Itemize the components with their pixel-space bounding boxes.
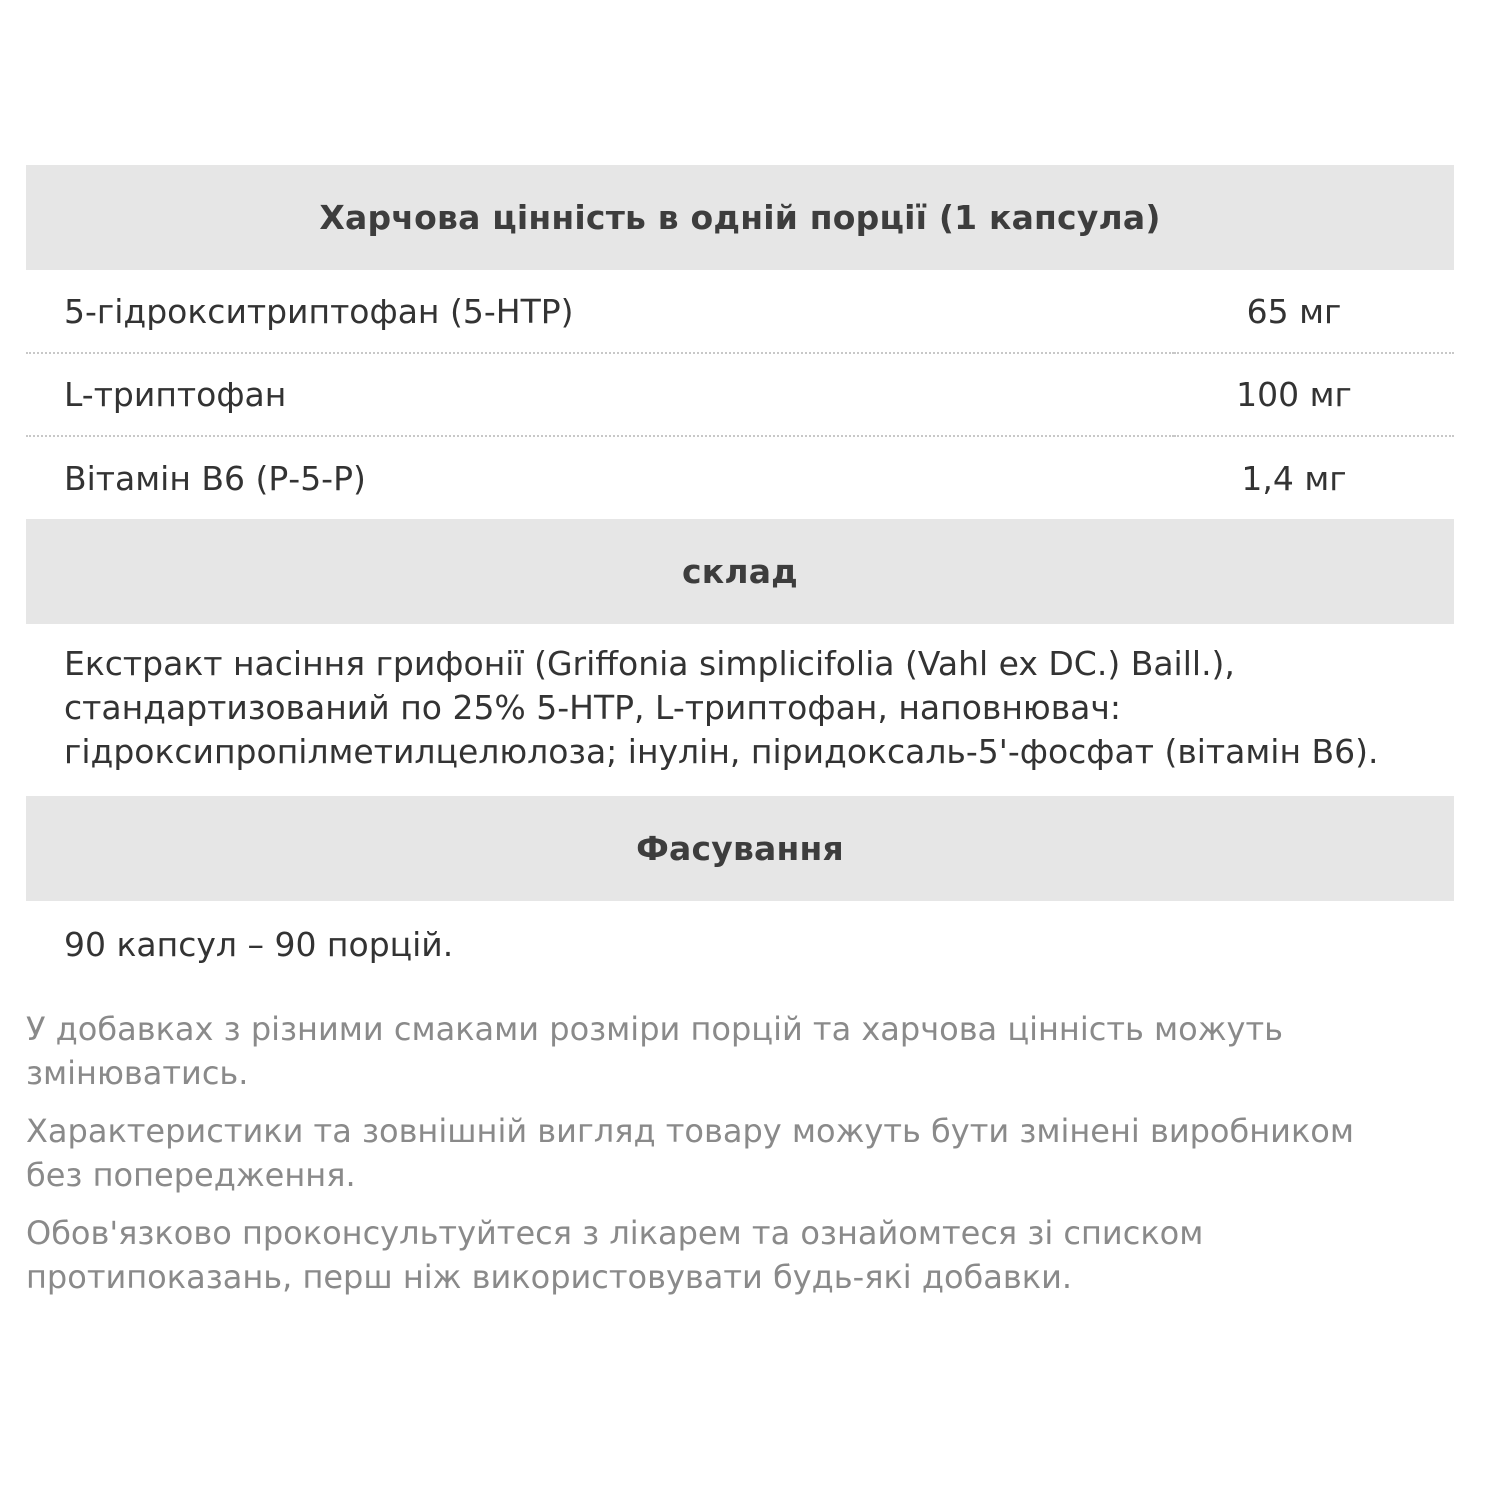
nutrient-name: L-триптофан — [26, 353, 1174, 436]
nutrient-name: Вітамін В6 (Р-5-Р) — [26, 436, 1174, 519]
disclaimer-consult: Обов'язково проконсультуйтеся з лікарем та ознайомтеся зі списком протипоказань, перш ніж використовувати будь-які добавки. — [26, 1214, 1204, 1296]
composition-header: склад — [26, 519, 1454, 624]
nutrient-amount: 65 мг — [1246, 291, 1342, 331]
table-row — [26, 270, 1454, 353]
disclaimer-notes — [26, 1007, 1454, 1299]
packaging-header: Фасування — [26, 796, 1454, 901]
product-info-sheet — [26, 165, 1454, 1313]
table-row — [26, 353, 1454, 436]
disclaimer-changes: Характеристики та зовнішній вигляд товару можуть бути змінені виробником без попередження. — [26, 1112, 1354, 1194]
nutrition-header: Харчова цінність в одній порції (1 капсула) — [26, 165, 1454, 270]
packaging-text: 90 капсул – 90 порцій. — [64, 925, 454, 964]
nutrition-table — [26, 270, 1454, 519]
table-row — [26, 436, 1454, 519]
nutrient-amount: 1,4 мг — [1174, 436, 1454, 519]
composition-text: Екстракт насіння грифонії (Griffonia simplicifolia (Vahl ex DC.) Baill.), стандартизований по 25% 5-HTP, L-триптофан, наповнювач: гідроксипропілметилцелюлоза; інулін, піридоксаль-5'-фосфат (вітамін В6). — [64, 644, 1379, 771]
nutrient-amount: 100 мг — [1174, 353, 1454, 436]
disclaimer-flavor: У добавках з різними смаками розміри порцій та харчова цінність можуть змінюватись. — [26, 1010, 1283, 1092]
nutrient-name: 5-гідрокситриптофан (5-HTP) — [64, 291, 574, 331]
